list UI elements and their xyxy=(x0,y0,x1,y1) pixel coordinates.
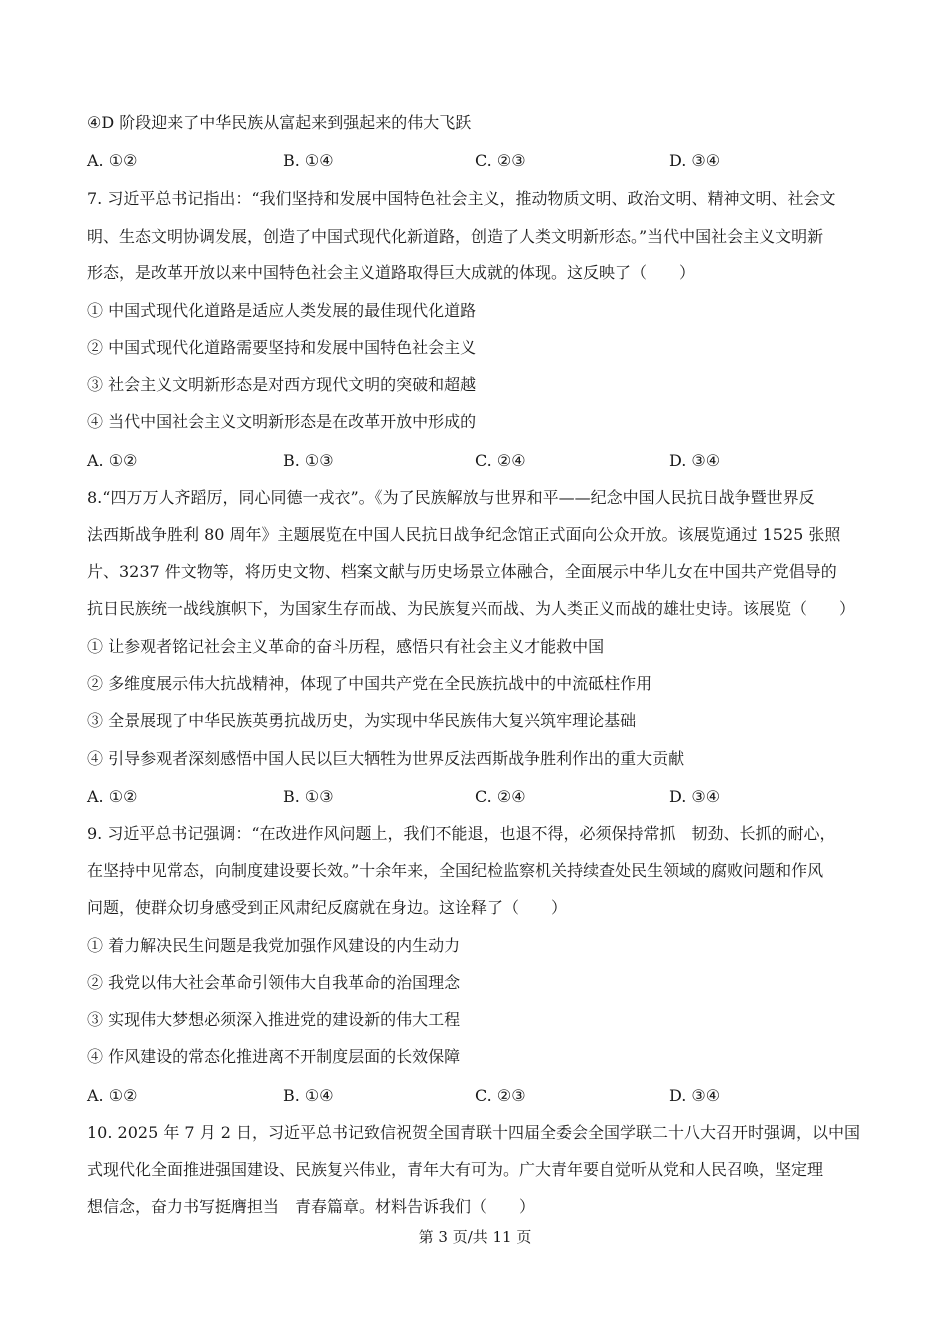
q7-options xyxy=(87,450,887,472)
q6-option-b: B. ①④ xyxy=(283,151,334,170)
q7-statement-3: ③ 社会主义文明新形态是对西方现代文明的突破和超越 xyxy=(87,375,477,394)
q6-statement-4: ④D 阶段迎来了中华民族从富起来到强起来的伟大飞跃 xyxy=(87,113,472,132)
q10-stem-line-2: 式现代化全面推进强国建设、民族复兴伟业，青年大有可为。广大青年要自觉听从党和人民召唤，坚定理 xyxy=(87,1160,824,1179)
q9-options xyxy=(87,1085,887,1107)
q8-option-d: D. ③④ xyxy=(669,787,721,806)
q9-stem-line-2: 在坚持中见常态，向制度建设要长效。”十余年来，全国纪检监察机关持续查处民生领域的腐败问题和作风 xyxy=(87,861,824,880)
q9-option-d: D. ③④ xyxy=(669,1086,721,1105)
q9-option-a: A. ①② xyxy=(87,1086,138,1105)
q6-option-a: A. ①② xyxy=(87,151,138,170)
q8-option-a: A. ①② xyxy=(87,787,138,806)
q7-statement-4: ④ 当代中国社会主义文明新形态是在改革开放中形成的 xyxy=(87,412,477,431)
q9-option-b: B. ①④ xyxy=(283,1086,334,1105)
q7-stem-line-3: 形态，是改革开放以来中国特色社会主义道路取得巨大成就的体现。这反映了（ ） xyxy=(87,263,696,282)
q8-stem-line-1: 8.“四万万人齐蹈厉，同心同德一戎衣”。《为了民族解放与世界和平——纪念中国人民抗日战争暨世界反 xyxy=(87,488,815,507)
q9-option-c: C. ②③ xyxy=(475,1086,526,1105)
q9-statement-2: ② 我党以伟大社会革命引领伟大自我革命的治国理念 xyxy=(87,973,461,992)
q7-stem-line-1: 7. 习近平总书记指出：“我们坚持和发展中国特色社会主义，推动物质文明、政治文明、精神文明、社会文 xyxy=(87,189,836,208)
q7-option-a: A. ①② xyxy=(87,451,138,470)
page-number-footer: 第 3 页/共 11 页 xyxy=(418,1228,532,1246)
q7-option-c: C. ②④ xyxy=(475,451,526,470)
q8-statement-2: ② 多维度展示伟大抗战精神，体现了中国共产党在全民族抗战中的中流砥柱作用 xyxy=(87,674,653,693)
q9-statement-4: ④ 作风建设的常态化推进离不开制度层面的长效保障 xyxy=(87,1047,461,1066)
q8-statement-3: ③ 全景展现了中华民族英勇抗战历史，为实现中华民族伟大复兴筑牢理论基础 xyxy=(87,711,637,730)
q8-option-c: C. ②④ xyxy=(475,787,526,806)
q9-stem-line-1: 9. 习近平总书记强调：“在改进作风问题上，我们不能退，也退不得，必须保持常抓 韧劲、长抓的耐心， xyxy=(87,824,836,843)
q8-options xyxy=(87,786,887,808)
q8-statement-4: ④ 引导参观者深刻感悟中国人民以巨大牺牲为世界反法西斯战争胜利作出的重大贡献 xyxy=(87,749,685,768)
q8-statement-1: ① 让参观者铭记社会主义革命的奋斗历程，感悟只有社会主义才能救中国 xyxy=(87,637,605,656)
q7-stem-line-2: 明、生态文明协调发展，创造了中国式现代化新道路，创造了人类文明新形态。”当代中国社会主义文明新 xyxy=(87,227,824,246)
q9-statement-1: ① 着力解决民生问题是我党加强作风建设的内生动力 xyxy=(87,936,461,955)
q9-stem-line-3: 问题，使群众切身感受到正风肃纪反腐就在身边。这诠释了（ ） xyxy=(87,898,568,917)
q7-option-d: D. ③④ xyxy=(669,451,721,470)
q7-statement-2: ② 中国式现代化道路需要坚持和发展中国特色社会主义 xyxy=(87,338,477,357)
q8-option-b: B. ①③ xyxy=(283,787,334,806)
q8-stem-line-3: 片、3237 件文物等，将历史文物、档案文献与历史场景立体融合，全面展示中华儿女在中国共产党倡导的 xyxy=(87,562,837,581)
q9-statement-3: ③ 实现伟大梦想必须深入推进党的建设新的伟大工程 xyxy=(87,1010,461,1029)
q8-stem-line-2: 法西斯战争胜利 80 周年》主题展览在中国人民抗日战争纪念馆正式面向公众开放。该展览通过 1525 张照 xyxy=(87,525,841,544)
q8-stem-line-4: 抗日民族统一战线旗帜下，为国家生存而战、为民族复兴而战、为人类正义而战的雄壮史诗。该展览（ ） xyxy=(87,599,856,618)
q10-stem-line-1: 10. 2025 年 7 月 2 日，习近平总书记致信祝贺全国青联十四届全委会全国学联二十八大召开时强调，以中国 xyxy=(87,1123,861,1142)
q10-stem-line-3: 想信念，奋力书写挺膺担当 青春篇章。材料告诉我们（ ） xyxy=(87,1197,536,1216)
q7-option-b: B. ①③ xyxy=(283,451,334,470)
q6-option-c: C. ②③ xyxy=(475,151,526,170)
q6-option-d: D. ③④ xyxy=(669,151,721,170)
q7-statement-1: ① 中国式现代化道路是适应人类发展的最佳现代化道路 xyxy=(87,301,477,320)
q6-options xyxy=(87,150,887,172)
